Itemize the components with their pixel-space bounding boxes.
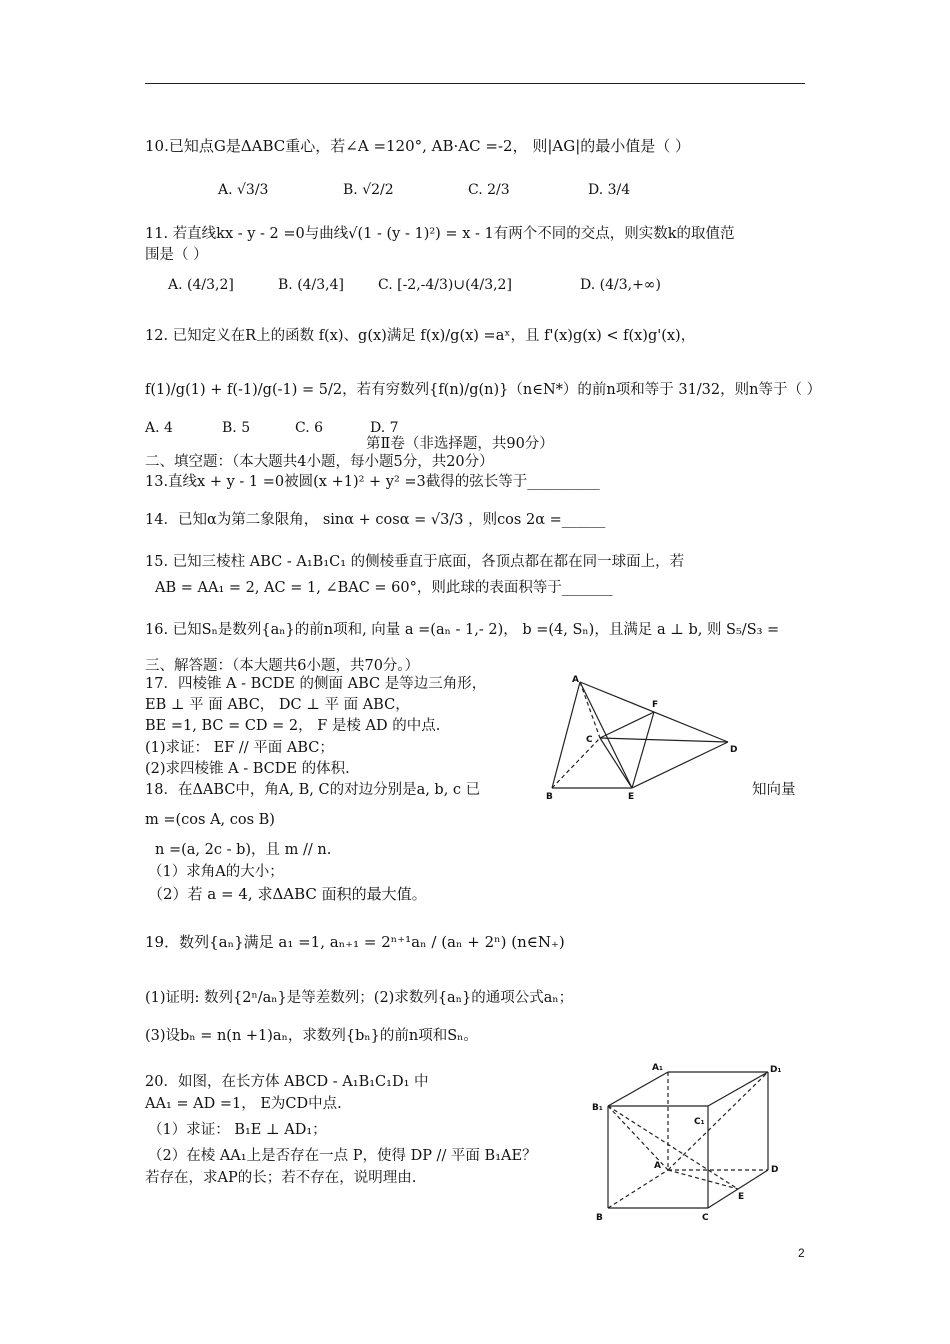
pyramid-figure xyxy=(540,670,770,800)
q11-option-b: B. (4/3,4] xyxy=(278,277,345,293)
fig17-label-c: C xyxy=(586,735,593,745)
q11-option-d: D. (4/3,+∞) xyxy=(580,277,661,293)
q17-line4: (1)求证： EF // 平面 ABC； xyxy=(145,740,334,756)
q11-option-c: C. [-2,-4/3)∪(4/3,2] xyxy=(378,277,512,293)
section3-heading: 三、解答题：（本大题共6小题，共70分。） xyxy=(145,658,420,674)
q18-part2: （2）若 a = 4, 求ΔABC 面积的最大值。 xyxy=(148,885,427,903)
q11-line1: 11. 若直线kx - y - 2 =0与曲线√(1 - (y - 1)²) = x - 1有两个不同的交点，则实数k的取值范 xyxy=(145,226,735,242)
q18-vector-m: m =(cos A, cos B) xyxy=(145,812,275,828)
fig20-label-d1: D₁ xyxy=(770,1065,782,1075)
fig20-label-a1: A₁ xyxy=(652,1063,663,1073)
q15-line1: 15. 已知三棱柱 ABC - A₁B₁C₁ 的侧棱垂直于底面，各顶点都在都在同一球面上，若 xyxy=(145,554,685,570)
part2-title: 第Ⅱ卷（非选择题，共90分） xyxy=(366,436,554,452)
q10-option-d: D. 3/4 xyxy=(588,182,631,198)
fig17-label-b: B xyxy=(546,792,553,800)
fig20-label-b1: B₁ xyxy=(592,1103,603,1113)
q17-line3: BE =1, BC = CD = 2， F 是棱 AD 的中点. xyxy=(145,718,441,734)
q13: 13.直线x + y - 1 =0被圆(x +1)² + y² =3截得的弦长等于__________ xyxy=(145,474,600,490)
q12-option-c: C. 6 xyxy=(295,420,324,436)
header-rule xyxy=(145,83,805,84)
fig20-label-b: B xyxy=(596,1213,603,1223)
q20-part2-cont: 若存在，求AP的长；若不存在，说明理由. xyxy=(145,1170,417,1186)
q17-line5: (2)求四棱锥 A - BCDE 的体积. xyxy=(145,761,350,777)
q12-option-a: A. 4 xyxy=(145,420,173,436)
q20-part1: （1）求证： B₁E ⊥ AD₁； xyxy=(148,1122,327,1138)
q10-option-b: B. √2/2 xyxy=(343,182,394,198)
q14: 14．已知α为第二象限角， sinα + cosα = √3/3 ，则cos 2α =______ xyxy=(145,512,606,528)
q20-part2: （2）在棱 AA₁上是否存在一点 P，使得 DP // 平面 B₁AE？ xyxy=(148,1148,537,1164)
fig20-label-c1: C₁ xyxy=(694,1117,705,1127)
fig20-label-e: E xyxy=(738,1192,745,1202)
section2-heading: 二、填空题：（本大题共4小题，每小题5分，共20分） xyxy=(145,454,494,470)
q12-option-d: D. 7 xyxy=(370,420,399,436)
fig17-label-f: F xyxy=(652,700,659,710)
q10-option-a: A. √3/3 xyxy=(218,182,269,198)
q20-line1: 20．如图，在长方体 ABCD - A₁B₁C₁D₁ 中 xyxy=(145,1074,429,1090)
q18-part1: （1）求角A的大小； xyxy=(148,864,284,880)
q16: 16. 已知Sₙ是数列{aₙ}的前n项和, 向量 a =(aₙ - 1,- 2)， b =(4, Sₙ)，且满足 a ⊥ b, 则 S₅/S₃ = xyxy=(145,622,780,638)
q19-line2: (1)证明: 数列{2ⁿ/aₙ}是等差数列；(2)求数列{aₙ}的通项公式aₙ； xyxy=(145,990,574,1006)
q18-line1-tail: 知向量 xyxy=(752,782,796,798)
fig17-label-e: E xyxy=(628,792,635,800)
cuboid-figure xyxy=(590,1058,790,1228)
q19-line1: 19．数列{aₙ}满足 a₁ =1, aₙ₊₁ = 2ⁿ⁺¹aₙ / (aₙ + 2ⁿ) (n∈N₊) xyxy=(145,933,565,951)
q18-line1: 18．在ΔABC中，角A, B, C的对边分别是a, b, c 已 xyxy=(145,782,481,798)
q17-line2: EB ⊥ 平 面 ABC， DC ⊥ 平 面 ABC， xyxy=(145,697,410,713)
q19-line3: (3)设bₙ = n(n +1)aₙ，求数列{bₙ}的前n项和Sₙ。 xyxy=(145,1028,478,1044)
q12-line2: f(1)/g(1) + f(-1)/g(-1) = 5/2，若有穷数列{f(n)/g(n)}（n∈N*）的前n项和等于 31/32，则n等于（ ） xyxy=(145,382,822,398)
fig20-label-d: D xyxy=(771,1165,779,1175)
q11-option-a: A. (4/3,2] xyxy=(168,277,234,293)
q17-line1: 17．四棱锥 A - BCDE 的侧面 ABC 是等边三角形， xyxy=(145,676,487,692)
q18-vector-n: n =(a, 2c - b)，且 m // n. xyxy=(155,842,332,858)
page-number: 2 xyxy=(798,1246,805,1260)
fig20-label-a: A xyxy=(654,1161,661,1171)
q15-line2: AB = AA₁ = 2, AC = 1, ∠BAC = 60°，则此球的表面积等于_______ xyxy=(155,580,613,596)
q10-option-c: C. 2/3 xyxy=(468,182,510,198)
q10-stem: 10.已知点G是ΔABC重心，若∠A =120°, AB·AC =-2， 则|AG|的最小值是（ ） xyxy=(145,137,691,155)
fig17-label-a: A xyxy=(572,675,579,685)
q20-line2: AA₁ = AD =1， E为CD中点. xyxy=(145,1096,342,1112)
fig20-label-c: C xyxy=(702,1213,709,1223)
q12-line1: 12. 已知定义在R上的函数 f(x)、g(x)满足 f(x)/g(x) =aˣ，且 f'(x)g(x) < f(x)g'(x)， xyxy=(145,328,696,344)
q12-option-b: B. 5 xyxy=(222,420,251,436)
q11-line2: 围是（ ） xyxy=(145,247,208,263)
fig17-label-d: D xyxy=(730,745,738,755)
